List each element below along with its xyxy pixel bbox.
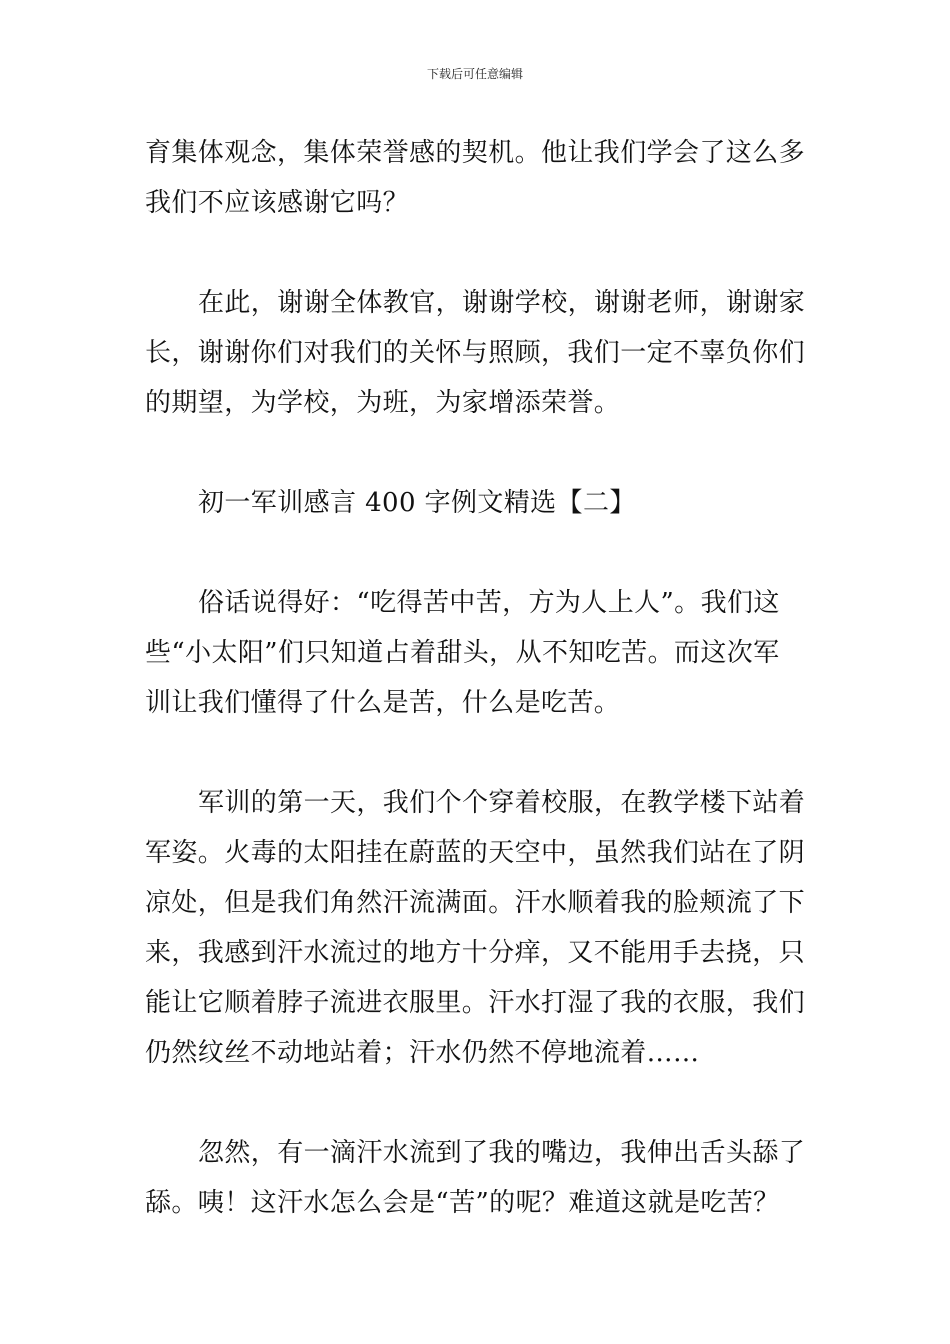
text-line: 长，谢谢你们对我们的关怀与照顾，我们一定不辜负你们 — [145, 338, 806, 368]
text-line: 忽然，有一滴汗水流到了我的嘴边，我伸出舌头舔了 — [198, 1138, 806, 1168]
text-line: 凉处，但是我们角然汗流满面。汗水顺着我的脸颊流了下 — [145, 888, 806, 918]
section-heading — [145, 478, 810, 528]
text-line: 的期望，为学校，为班，为家增添荣誉。 — [145, 388, 621, 418]
text-line: 仍然纹丝不动地站着；汗水仍然不停地流着…… — [145, 1038, 700, 1068]
paragraph — [145, 778, 810, 1078]
document-body — [145, 128, 810, 1278]
page-header-note: 下载后可任意编辑 — [426, 67, 523, 81]
text-line: 育集体观念，集体荣誉感的契机。他让我们学会了这么多 — [145, 138, 806, 168]
text-line: 训让我们懂得了什么是苦，什么是吃苦。 — [145, 688, 621, 718]
text-line: 我们不应该感谢它吗？ — [145, 188, 410, 218]
text-line: 军训的第一天，我们个个穿着校服，在教学楼下站着 — [198, 788, 806, 818]
paragraph — [145, 578, 810, 728]
text-line: 舔。咦！这汗水怎么会是“苦”的呢？难道这就是吃苦？ — [145, 1188, 780, 1218]
text-line: 来，我感到汗水流过的地方十分痒，又不能用手去挠，只 — [145, 938, 806, 968]
text-line: 能让它顺着脖子流进衣服里。汗水打湿了我的衣服，我们 — [145, 988, 806, 1018]
paragraph — [145, 278, 810, 428]
heading-text: 初一军训感言 400 字例文精选【二】 — [198, 488, 636, 518]
paragraph — [145, 128, 810, 228]
text-line: 些“小太阳”们只知道占着甜头，从不知吃苦。而这次军 — [145, 638, 780, 668]
text-line: 军姿。火毒的太阳挂在蔚蓝的天空中，虽然我们站在了阴 — [145, 838, 806, 868]
paragraph — [145, 1128, 810, 1228]
text-line: 俗话说得好：“吃得苦中苦，方为人上人”。我们这 — [198, 588, 780, 618]
text-line: 在此，谢谢全体教官，谢谢学校，谢谢老师，谢谢家 — [198, 288, 806, 318]
